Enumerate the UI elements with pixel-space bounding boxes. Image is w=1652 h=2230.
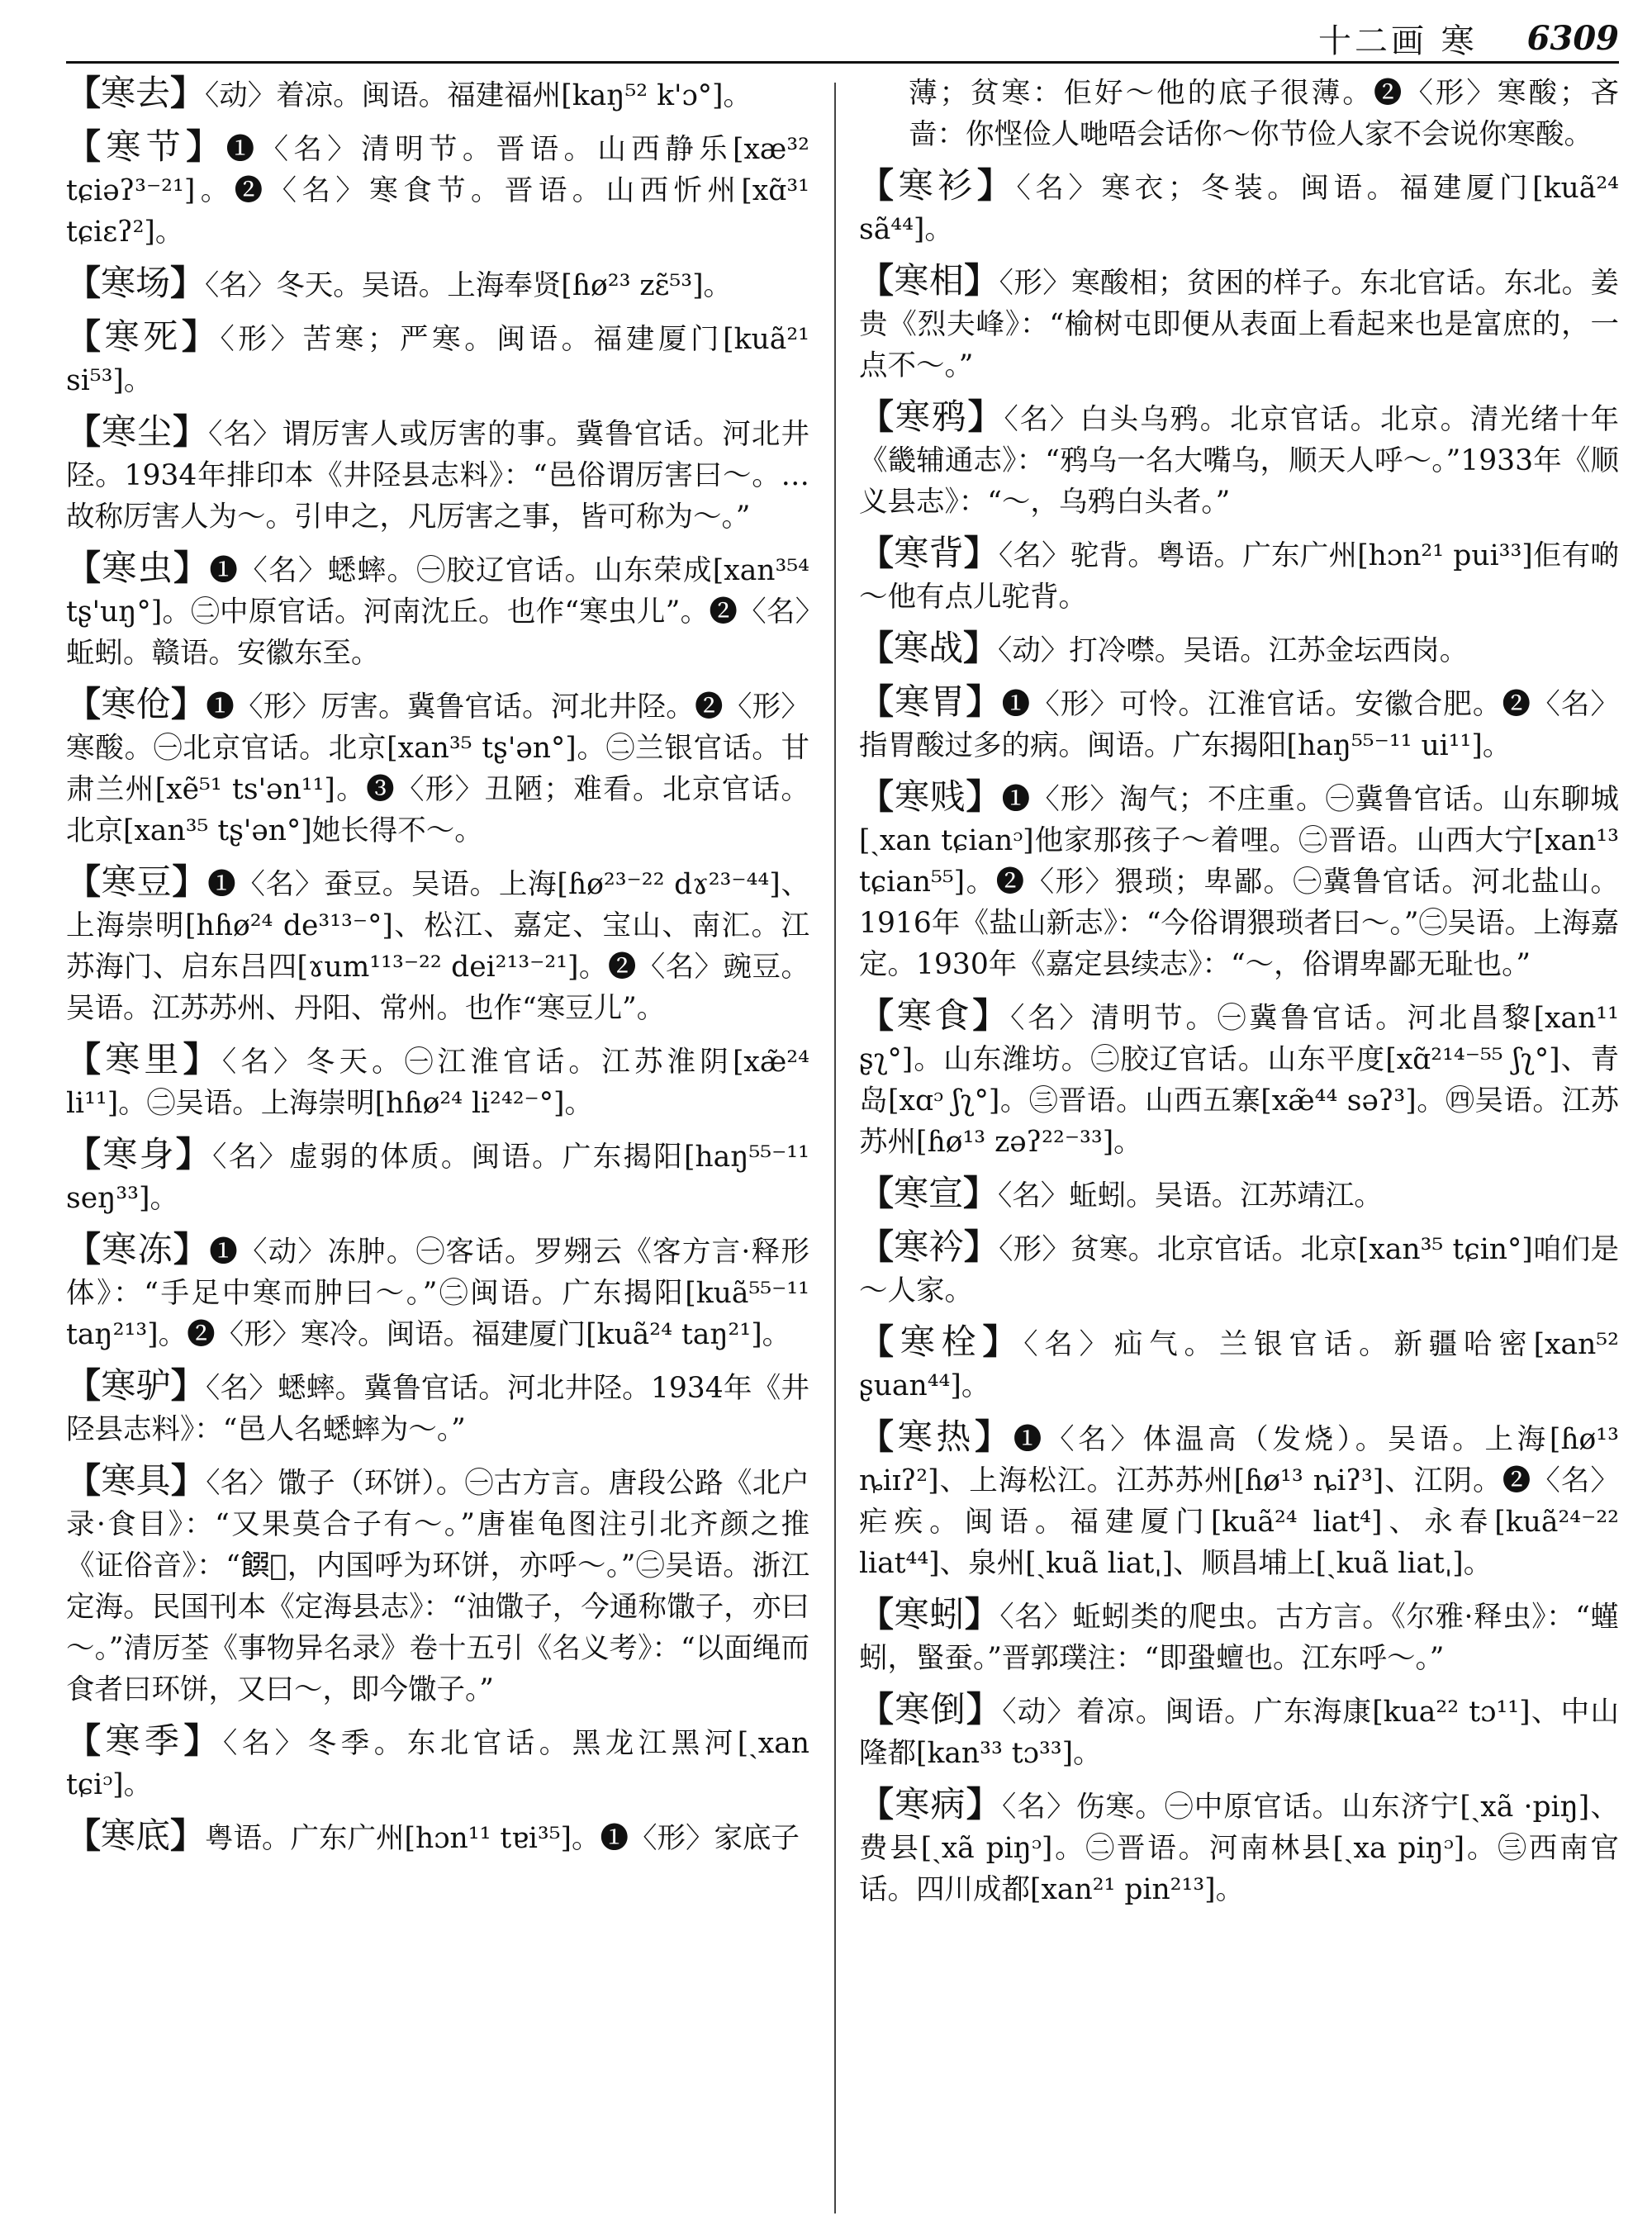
entry-definition: 〈名〉清明节。㊀冀鲁官话。河北昌黎[xan¹¹ ʂʅ°]。山东潍坊。㊁胶辽官话。山东平度[xɑ̃²¹⁴⁻⁵⁵ ʃʅ°]、青岛[xɑᵓ ʃʅ°]。㊂晋语。山西五寨[xæ̃⁴⁴ səʔ³]。㊃吴语。江苏苏州[ɦø¹³ zəʔ²²⁻³³]。	[859, 1002, 1619, 1159]
entry-headword: 【寒栓】	[859, 1321, 1024, 1362]
entry-headword: 【寒相】	[859, 260, 999, 301]
headword-text: 寒衿	[894, 1226, 964, 1267]
headword-text: 寒衫	[898, 165, 977, 206]
dictionary-entry	[66, 316, 809, 401]
entry-definition: 〈名〉寒衣；冬装。闽语。福建厦门[kuã²⁴ sã⁴⁴]。	[859, 172, 1619, 246]
entry-definition: 〈名〉冬天。吴语。上海奉贤[ɦø²³ zɛ̃⁵³]。	[205, 269, 733, 302]
entry-headword: 【寒死】	[66, 316, 221, 357]
entry-definition: 粤语。广东广州[hɔn¹¹ tɐi³⁵]。❶〈形〉家底子	[205, 1822, 800, 1855]
headword-text: 寒虫	[102, 548, 174, 588]
headword-text: 寒身	[102, 1134, 176, 1174]
entry-definition: 薄；贫寒：佢好～他的底子很薄。❷〈形〉寒酸；吝啬：你悭俭人哋唔会话你～你节俭人家不会说你寒酸。	[909, 77, 1619, 151]
entry-headword: 【寒食】	[859, 995, 1011, 1036]
entry-definition: 〈名〉伤寒。㊀中原官话。山东济宁[ˏxã ·piŋ]、费县[ˏxã piŋᵓ]。㊁晋语。河南林县[ˏxa piŋᵓ]。㊂西南官话。四川成都[xan²¹ pin²¹³]。	[859, 1791, 1619, 1906]
dictionary-entry	[66, 263, 809, 306]
dictionary-entry	[66, 1039, 809, 1124]
entry-definition: 〈形〉寒酸相；贫困的样子。东北官话。东北。姜贵《烈夫峰》：“榆树屯即便从表面上看起来也是富庶的，一点不～。”	[859, 267, 1619, 382]
entry-headword: 【寒季】	[66, 1720, 224, 1761]
entry-headword: 【寒病】	[859, 1784, 1002, 1824]
dictionary-entry	[859, 73, 1619, 155]
page-header	[66, 15, 1619, 64]
entry-definition: 〈名〉冬季。东北官话。黑龙江黑河[ˏxan tɕiᵓ]。	[66, 1727, 809, 1801]
entry-headword: 【寒热】	[859, 1416, 1014, 1457]
entry-definition: ❶〈形〉淘气；不庄重。㊀冀鲁官话。山东聊城[ˏxan tɕianᵓ]他家那孩子～着哩。㊁晋语。山西大宁[xan¹³ tɕian⁵⁵]。❷〈形〉猥琐；卑鄙。㊀冀鲁官话。河北盐山。1916年《盐山新志》：“今俗谓猥琐者曰～。”㊁吴语。上海嘉定。1930年《嘉定县续志》：“～，俗谓卑鄙无耻也。”	[859, 783, 1619, 981]
entry-headword: 【寒里】	[66, 1039, 222, 1079]
dictionary-entry	[66, 126, 809, 253]
dictionary-entry	[859, 1594, 1619, 1679]
entry-headword: 【寒伧】	[66, 684, 206, 724]
entry-definition: 〈名〉蟋蟀。冀鲁官话。河北井陉。1934年《井陉县志料》：“邑人名蟋蟀为～。”	[66, 1372, 809, 1446]
entry-definition: 〈形〉苦寒；严寒。闽语。福建厦门[kuã²¹ si⁵³]。	[66, 323, 809, 397]
dictionary-entry	[66, 1229, 809, 1355]
dictionary-entry	[66, 1815, 809, 1859]
entry-headword: 【寒具】	[66, 1460, 206, 1501]
entry-definition: ❶〈形〉可怜。江淮官话。安徽合肥。❷〈名〉指胃酸过多的病。闽语。广东揭阳[haŋ⁵⁵⁻¹¹ ui¹¹]。	[859, 688, 1619, 762]
entry-definition: 〈名〉蚯蚓。吴语。江苏靖江。	[998, 1179, 1383, 1212]
headword-text: 寒倒	[895, 1689, 966, 1729]
headword-text: 寒贱	[895, 776, 966, 817]
entry-headword: 【寒场】	[66, 263, 206, 303]
headword-text: 寒胃	[895, 681, 966, 722]
right-column	[859, 73, 1619, 2212]
entry-definition: 〈名〉谓厉害人或厉害的事。冀鲁官话。河北井陉。1934年排印本《井陉县志料》：“邑俗谓厉害曰～。…故称厉害人为～。引申之，凡厉害之事，皆可称为～。”	[66, 418, 809, 534]
entry-definition: ❶〈名〉蚕豆。吴语。上海[ɦø²³⁻²² dɤ²³⁻⁴⁴]、上海崇明[hɦø²⁴ de³¹³⁻°]、松江、嘉定、宝山、南汇。江苏海门、启东吕四[ɤum¹¹³⁻²² dei²¹³⁻²¹]。❷〈名〉豌豆。吴语。江苏苏州、丹阳、常州。也作“寒豆儿”。	[66, 868, 809, 1025]
headword-text: 寒季	[105, 1720, 184, 1761]
headword-text: 寒豆	[101, 861, 173, 902]
dictionary-entry	[66, 73, 809, 116]
dictionary-entry	[66, 1134, 809, 1219]
dictionary-entry	[859, 165, 1619, 250]
headword-text: 寒尘	[102, 411, 173, 452]
dictionary-entry	[66, 411, 809, 538]
entry-definition: 〈动〉着凉。闽语。广东海康[kua²² tɔ¹¹]、中山隆都[kan³³ tɔ³³]。	[859, 1696, 1619, 1770]
dictionary-entry	[859, 1321, 1619, 1407]
dictionary-entry	[859, 681, 1619, 766]
headword-text: 寒战	[894, 628, 964, 668]
entry-headword: 【寒蚓】	[859, 1594, 1000, 1635]
headword-text: 寒去	[101, 73, 171, 113]
dictionary-entry	[859, 533, 1619, 618]
entry-headword: 【寒驴】	[66, 1365, 206, 1406]
entry-headword: 【寒倒】	[859, 1689, 1003, 1729]
dictionary-entry	[66, 1460, 809, 1710]
dictionary-entry	[859, 1689, 1619, 1774]
headword-text: 寒底	[101, 1815, 171, 1856]
dictionary-entry	[859, 776, 1619, 985]
headword-text: 寒伧	[101, 684, 171, 724]
headword-text: 寒死	[104, 316, 182, 357]
entry-definition: ❶〈名〉蟋蟀。㊀胶辽官话。山东荣成[xan³⁵⁴ tʂ'uŋ°]。㊁中原官话。河南沈丘。也作“寒虫儿”。❷〈名〉蚯蚓。赣语。安徽东至。	[66, 554, 809, 670]
entry-headword: 【寒虫】	[66, 548, 210, 588]
dictionary-entry	[859, 628, 1619, 671]
dictionary-entry	[66, 861, 809, 1029]
headword-text: 寒鸦	[895, 396, 968, 437]
entry-headword: 【寒胃】	[859, 681, 1002, 722]
section-title: 十二画 寒	[1317, 21, 1478, 60]
entry-definition: 〈动〉打冷噤。吴语。江苏金坛西岗。	[998, 634, 1469, 667]
entry-definition: 〈名〉虚弱的体质。闽语。广东揭阳[haŋ⁵⁵⁻¹¹ seŋ³³]。	[66, 1141, 809, 1215]
column-divider	[834, 83, 836, 2213]
dictionary-entry	[66, 684, 809, 852]
entry-headword: 【寒战】	[859, 628, 999, 668]
entry-definition: 〈名〉疝气。兰银官话。新疆哈密[xan⁵² ʂuan⁴⁴]。	[859, 1328, 1619, 1402]
entry-headword: 【寒去】	[66, 73, 206, 113]
headword-text: 寒栓	[900, 1321, 983, 1362]
headword-text: 寒里	[105, 1039, 183, 1079]
headword-text: 寒冻	[102, 1229, 173, 1269]
headword-text: 寒节	[106, 126, 187, 167]
dictionary-entry	[859, 396, 1619, 523]
entry-headword: 【寒宣】	[859, 1173, 999, 1213]
dictionary-entry	[859, 260, 1619, 387]
entry-headword: 【寒底】	[66, 1815, 206, 1856]
entry-headword: 【寒贱】	[859, 776, 1002, 817]
dictionary-entry	[859, 1173, 1619, 1217]
entry-headword: 【寒节】	[66, 126, 226, 167]
headword-text: 寒相	[894, 260, 965, 301]
headword-text: 寒病	[895, 1784, 966, 1824]
entry-definition: ❶〈动〉冻肿。㊀客话。罗翙云《客方言·释形体》：“手足中寒而肿曰～。”㊁闽语。广东揭阳[kuã⁵⁵⁻¹¹ taŋ²¹³]。❷〈形〉寒冷。闽语。福建厦门[kuã²⁴ taŋ²¹]。	[66, 1236, 809, 1351]
entry-definition: 〈形〉贫寒。北京官话。北京[xan³⁵ tɕin°]咱们是～人家。	[859, 1233, 1619, 1307]
entry-definition: 〈名〉白头乌鸦。北京官话。北京。清光绪十年《畿辅通志》：“鸦乌一名大嘴乌，顺天人呼～。”1933年《顺义县志》：“～，乌鸦白头者。”	[859, 403, 1619, 519]
entry-headword: 【寒背】	[859, 533, 999, 573]
entry-definition: ❶〈形〉厉害。冀鲁官话。河北井陉。❷〈形〉寒酸。㊀北京官话。北京[xan³⁵ tʂ'ən°]。㊁兰银官话。甘肃兰州[xẽ⁵¹ ts'ən¹¹]。❸〈形〉丑陋；难看。北京官话。北京[xan³⁵ tʂ'ən°]她长得不～。	[66, 690, 809, 847]
dictionary-entry	[859, 1226, 1619, 1312]
entry-headword: 【寒鸦】	[859, 396, 1004, 437]
entry-headword: 【寒身】	[66, 1134, 213, 1174]
entry-headword: 【寒衫】	[859, 165, 1017, 206]
entry-definition: ❶〈名〉体温高（发烧）。吴语。上海[ɦø¹³ ȵiɪʔ²]、上海松江。江苏苏州[ɦø¹³ ȵiʔ³]、江阴。❷〈名〉疟疾。闽语。福建厦门[kuã²⁴ liat⁴]、永春[kuã²⁴⁻²² liat⁴⁴]、泉州[ˏkuã liatˌ]、顺昌埔上[ˏkuã liatˌ]。	[859, 1423, 1619, 1580]
entry-definition: 〈名〉蚯蚓类的爬虫。古方言。《尔雅·释虫》：“螼蚓，蜸蚕。”晋郭璞注：“即蛩蟺也。江东呼～。”	[859, 1601, 1619, 1675]
entry-headword: 【寒冻】	[66, 1229, 210, 1269]
headword-text: 寒场	[101, 263, 171, 303]
entry-definition: 〈名〉驼背。粤语。广东广州[hɔn²¹ pui³³]佢有啲～他有点儿驼背。	[859, 539, 1619, 614]
dictionary-entry	[859, 1416, 1619, 1584]
entry-definition: 〈名〉馓子（环饼）。㊀古方言。唐段公路《北户录·食目》：“又果莫合子有～。”唐崔龟图注引北齐颜之推《证俗音》：“𩜹𩝇，内国呼为环饼，亦呼～。”㊁吴语。浙江定海。民国刊本《定海县志》：“油馓子，今通称馓子，亦曰～。”清厉荃《事物异名录》卷十五引《名义考》：“以面绳而食者曰环饼，又曰～，即今馓子。”	[66, 1467, 809, 1706]
left-column	[66, 73, 809, 2212]
page-number: 6309	[1526, 18, 1619, 58]
dictionary-entry	[66, 548, 809, 674]
headword-text: 寒宣	[894, 1173, 964, 1213]
entry-headword: 【寒衿】	[859, 1226, 999, 1267]
dictionary-entry	[859, 995, 1619, 1163]
entry-definition: 〈名〉冬天。㊀江淮官话。江苏淮阴[xæ̃²⁴ li¹¹]。㊁吴语。上海崇明[hɦø²⁴ li²⁴²⁻°]。	[66, 1046, 809, 1120]
dictionary-entry	[859, 1784, 1619, 1910]
entry-definition: ❶〈名〉清明节。晋语。山西静乐[xæ³² tɕiəʔ³⁻²¹]。❷〈名〉寒食节。晋语。山西忻州[xɑ̃³¹ tɕiɛʔ²]。	[66, 133, 809, 249]
entry-headword: 【寒尘】	[66, 411, 209, 452]
headword-text: 寒食	[896, 995, 973, 1036]
headword-text: 寒驴	[101, 1365, 171, 1406]
headword-text: 寒蚓	[894, 1594, 965, 1635]
entry-headword: 【寒豆】	[66, 861, 208, 902]
dictionary-entry	[66, 1720, 809, 1805]
dictionary-entry	[66, 1365, 809, 1450]
headword-text: 寒背	[894, 533, 964, 573]
headword-text: 寒热	[897, 1416, 976, 1457]
headword-text: 寒具	[101, 1460, 171, 1501]
entry-definition: 〈动〉着凉。闽语。福建福州[kaŋ⁵² k'ɔ°]。	[205, 79, 752, 112]
